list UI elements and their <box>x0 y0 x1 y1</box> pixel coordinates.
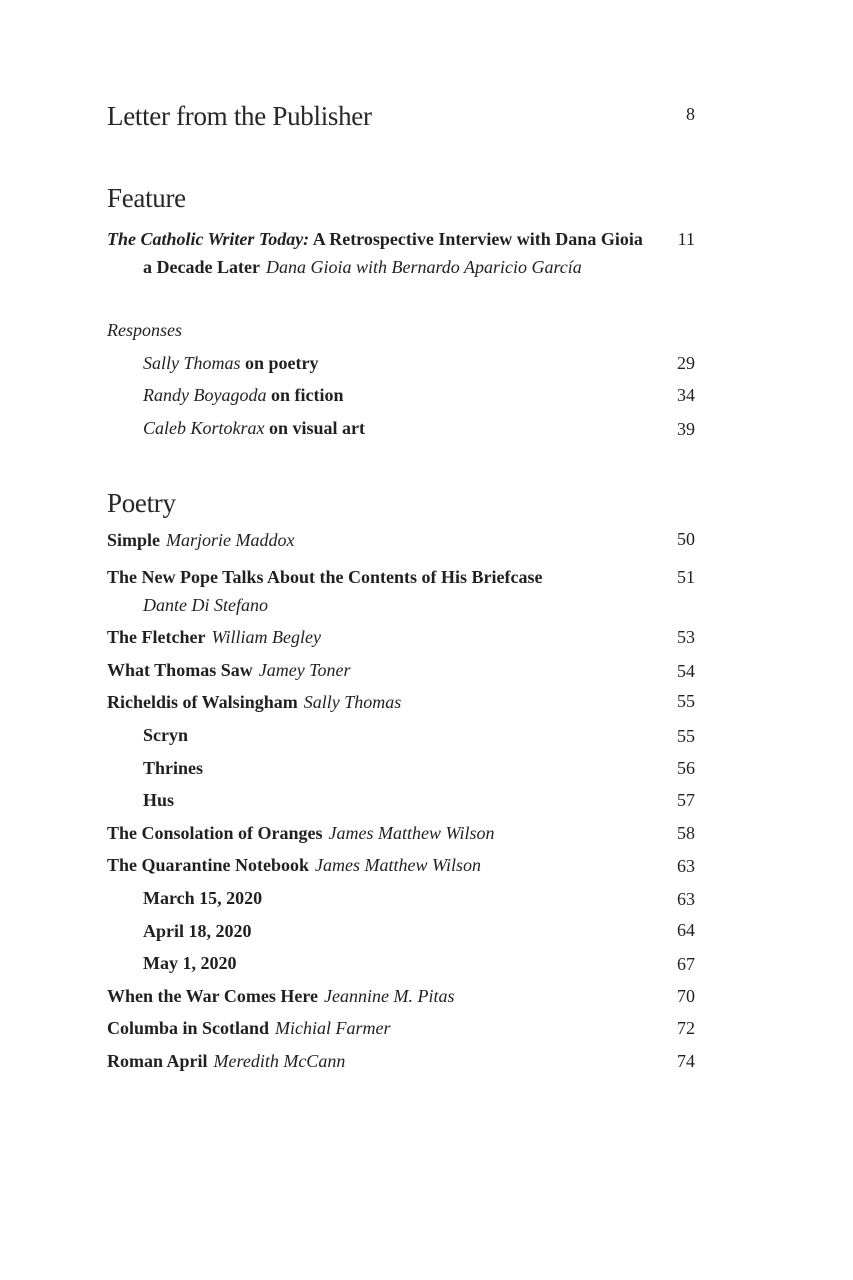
entry-title: Richeldis of Walsingham <box>107 692 298 712</box>
toc-entry-response[interactable] <box>107 414 653 442</box>
page-number: 74 <box>677 1051 695 1071</box>
entry-author: James Matthew Wilson <box>315 855 482 875</box>
entry-author: Randy Boyagoda <box>143 385 267 405</box>
page-number: 39 <box>677 419 695 439</box>
page-number: 72 <box>677 1018 695 1038</box>
page-number: 55 <box>677 726 695 746</box>
toc-subentry[interactable] <box>107 917 653 945</box>
section-heading-feature: Feature <box>107 183 186 213</box>
entry-author: Jeannine M. Pitas <box>323 986 455 1006</box>
entry-author: Caleb Kortokrax <box>143 418 265 438</box>
page-number: 53 <box>677 627 695 647</box>
entry-title: Roman April <box>107 1051 208 1071</box>
toc-subentry[interactable] <box>107 786 653 814</box>
toc-entry[interactable] <box>107 656 617 684</box>
section-heading-poetry: Poetry <box>107 488 176 518</box>
page-number: 51 <box>677 567 695 587</box>
entry-author: Meredith McCann <box>213 1051 346 1071</box>
page-number: 11 <box>677 229 695 249</box>
page-number: 56 <box>677 758 695 778</box>
entry-title: What Thomas Saw <box>107 660 253 680</box>
entry-title: April 18, 2020 <box>143 921 252 941</box>
toc-entry[interactable] <box>107 851 617 879</box>
entry-title: The New Pope Talks About the Contents of His Briefcase <box>107 567 543 587</box>
entry-title: Simple <box>107 530 161 550</box>
entry-title: Scryn <box>143 725 188 745</box>
entry-title: Thrines <box>143 758 204 778</box>
page-number: 57 <box>677 790 695 810</box>
page-number: 29 <box>677 353 695 373</box>
entry-author: Sally Thomas <box>303 692 402 712</box>
entry-title-italic: The Catholic Writer Today: <box>107 229 310 249</box>
entry-title: May 1, 2020 <box>143 953 237 973</box>
toc-entry[interactable] <box>107 1014 617 1042</box>
entry-title: A Retrospective Interview with Dana Gioia a Decade Later <box>143 229 643 277</box>
toc-entry-response[interactable] <box>107 349 653 377</box>
entry-title: Hus <box>143 790 175 810</box>
page-number: 8 <box>686 104 695 124</box>
toc-subentry[interactable] <box>107 949 653 977</box>
page-number: 50 <box>677 529 695 549</box>
entry-author: Dante Di Stefano <box>143 595 268 615</box>
entry-title: The Quarantine Notebook <box>107 855 310 875</box>
toc-entry[interactable] <box>107 563 653 619</box>
entry-title: March 15, 2020 <box>143 888 263 908</box>
toc-entry-response[interactable] <box>107 381 653 409</box>
page-number: 64 <box>677 920 695 940</box>
page-number: 70 <box>677 986 695 1006</box>
page-number: 55 <box>677 691 695 711</box>
entry-title: The Consolation of Oranges <box>107 823 323 843</box>
entry-topic: on visual art <box>264 418 366 438</box>
page-number: 54 <box>677 661 695 681</box>
toc-entry[interactable] <box>107 623 617 651</box>
entry-title: The Fletcher <box>107 627 206 647</box>
toc-entry[interactable] <box>107 688 617 716</box>
page-number: 67 <box>677 954 695 974</box>
toc-entry[interactable] <box>107 819 617 847</box>
section-heading-letter: Letter from the Publisher <box>107 101 372 131</box>
page-number: 34 <box>677 385 695 405</box>
entry-topic: on poetry <box>240 353 319 373</box>
toc-subentry[interactable] <box>107 884 653 912</box>
entry-title: Columba in Scotland <box>107 1018 270 1038</box>
responses-label: Responses <box>107 320 182 340</box>
toc-subentry[interactable] <box>107 721 653 749</box>
entry-author: Jamey Toner <box>258 660 351 680</box>
entry-author: James Matthew Wilson <box>328 823 495 843</box>
page-number: 63 <box>677 889 695 909</box>
page-number: 58 <box>677 823 695 843</box>
toc-subentry[interactable] <box>107 754 653 782</box>
entry-topic: on fiction <box>266 385 344 405</box>
entry-author: William Begley <box>211 627 321 647</box>
toc-entry[interactable] <box>107 526 617 554</box>
page-number: 63 <box>677 856 695 876</box>
entry-author: Marjorie Maddox <box>166 530 295 550</box>
toc-entry-interview[interactable] <box>107 225 653 281</box>
entry-author: Dana Gioia with Bernardo Aparicio García <box>265 257 582 277</box>
entry-author: Michial Farmer <box>275 1018 391 1038</box>
toc-entry[interactable] <box>107 982 617 1010</box>
toc-entry[interactable] <box>107 1047 617 1075</box>
entry-author: Sally Thomas <box>143 353 241 373</box>
entry-title: When the War Comes Here <box>107 986 318 1006</box>
